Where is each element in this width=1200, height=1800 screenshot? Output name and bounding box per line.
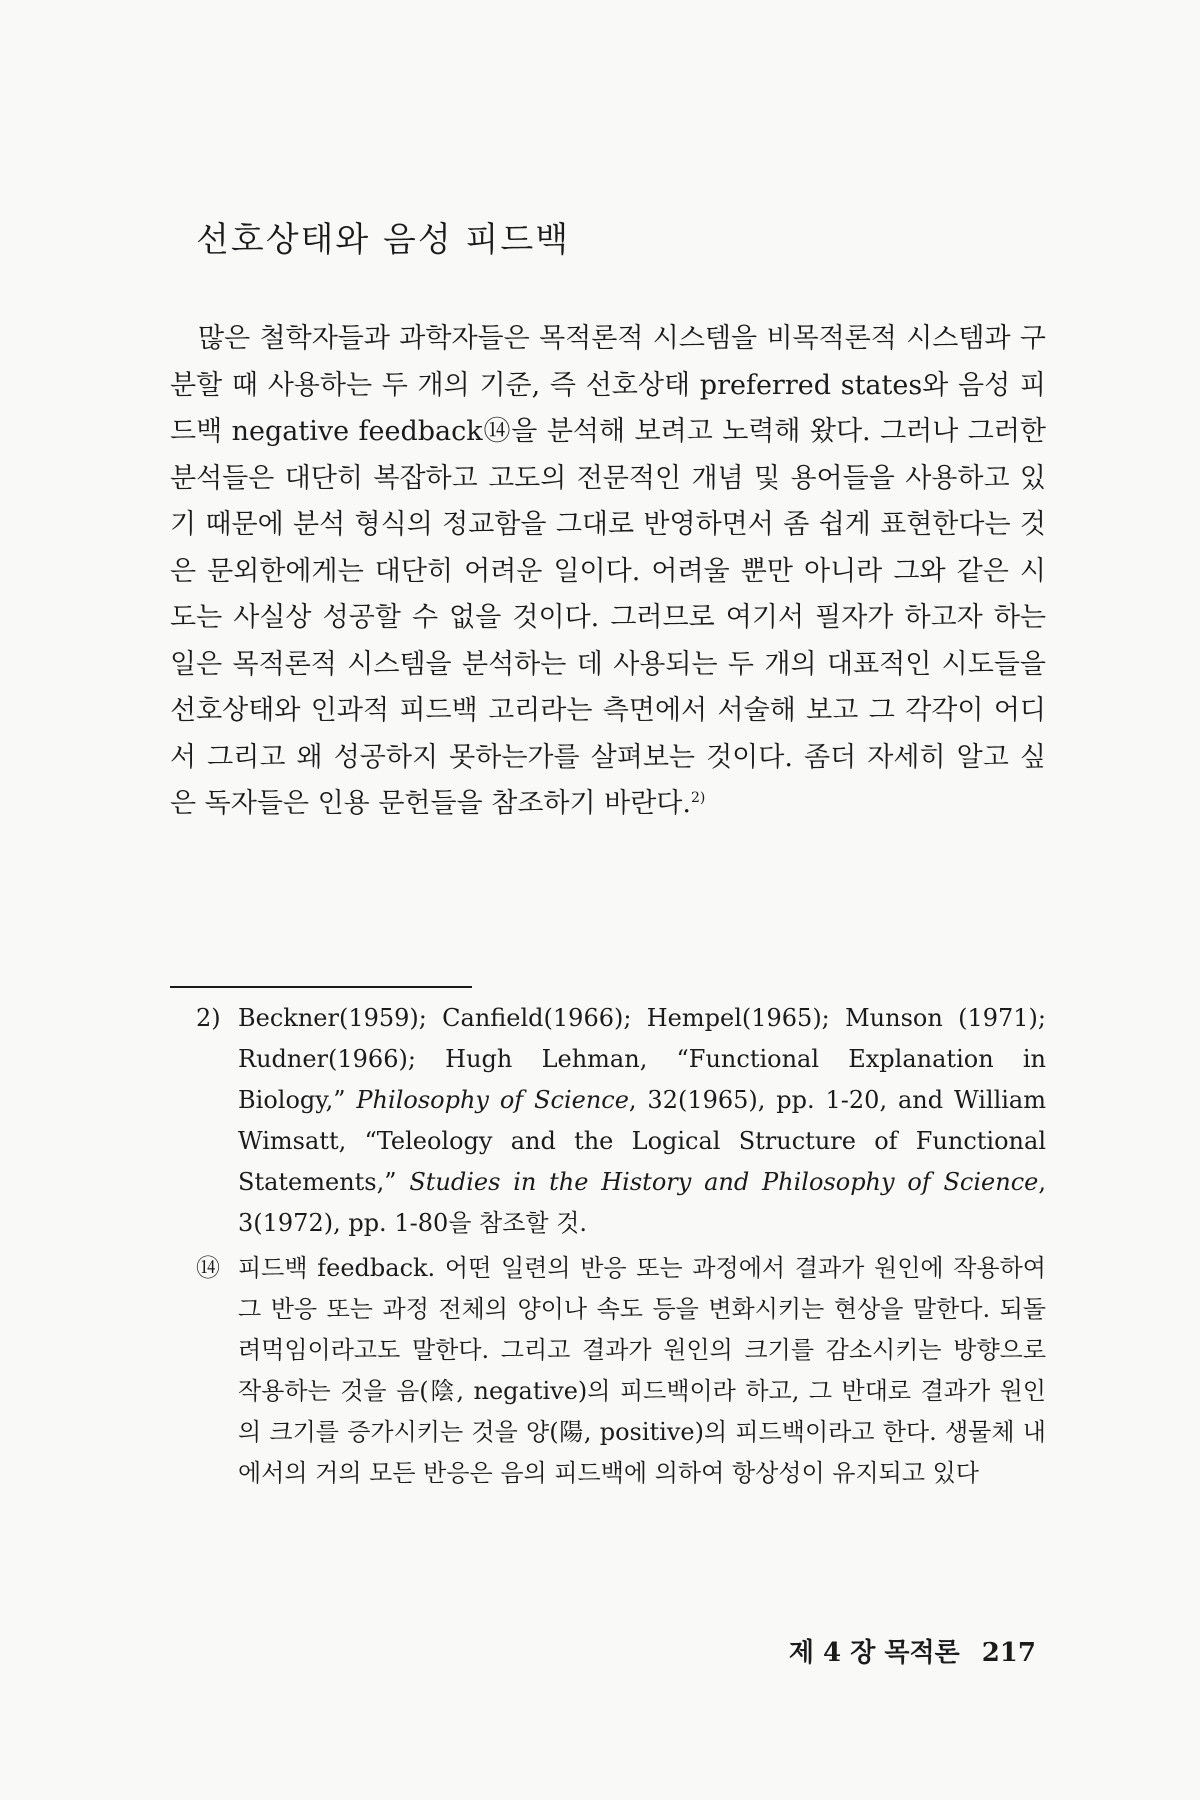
footnote-divider <box>170 986 472 988</box>
footnote-text <box>238 998 1046 1244</box>
body-paragraph-text: 많은 철학자들과 과학자들은 목적론적 시스템을 비목적론적 시스템과 구분할 때 사용하는 두 개의 기준, 즉 선호상태 preferred states와 음성 피드백 negative feedback⑭을 분석해 보려고 노력해 왔다. 그러나 그러한 분석들은 대단히 복잡하고 고도의 전문적인 개념 및 용어들을 사용하고 있기 때문에 분석 형식의 정교함을 그대로 반영하면서 좀 쉽게 표현한다는 것은 문외한에게는 대단히 어려운 일이다. 어려울 뿐만 아니라 그와 같은 시도는 사실상 성공할 수 없을 것이다. 그러므로 여기서 필자가 하고자 하는 일은 목적론적 시스템을 분석하는 데 사용되는 두 개의 대표적인 시도들을 선호상태와 인과적 피드백 고리라는 측면에서 서술해 보고 그 각각이 어디서 그리고 왜 성공하지 못하는가를 살펴보는 것이다. 좀더 자세히 알고 싶은 독자들은 인용 문헌들을 참조하기 바란다. <box>170 323 1046 819</box>
footnotes <box>196 998 1046 1494</box>
journal-title: Studies in the History and Philosophy of Science <box>409 1168 1039 1196</box>
footnote-text-segment: Beckner(1959); Canfield(1966); Hempel(1965); Munson (1971); Rudner(1966); Hugh Lehman, “Functional Explanation in Biology,” <box>238 1004 1046 1114</box>
chapter-label: 제 4 장 목적론 <box>788 1638 960 1668</box>
footnote-text <box>238 1248 1046 1494</box>
footnote-reference: 2) <box>690 790 706 806</box>
section-heading: 선호상태와 음성 피드백 <box>196 220 571 260</box>
running-footer <box>789 1632 1036 1669</box>
footnote-text-segment: , 32(1965), pp. 1-20, and William Wimsatt, “Teleology and the Logical Structure of Functional Statements,” <box>238 1086 1046 1196</box>
footnote-2 <box>196 998 1046 1244</box>
footnote-text-segment: 피드백 feedback. 어떤 일련의 반응 또는 과정에서 결과가 원인에 작용하여 그 반응 또는 과정 전체의 양이나 속도 등을 변화시키는 현상을 말한다. 되돌려먹임이라고도 말한다. 그리고 결과가 원인의 크기를 감소시키는 방향으로 작용하는 것을 음(陰, negative)의 피드백이라 하고, 그 반대로 결과가 원인의 크기를 증가시키는 것을 양(陽, positive)의 피드백이라고 한다. 생물체 내에서의 거의 모든 반응은 음의 피드백에 의하여 항상성이 유지되고 있다 <box>238 1254 1046 1487</box>
footnote-text-segment: , 3(1972), pp. 1-80을 참조할 것. <box>238 1168 1046 1237</box>
journal-title: Philosophy of Science <box>356 1086 629 1114</box>
footnote-number: ⑭ <box>196 1254 220 1282</box>
footnote-14 <box>196 1248 1046 1494</box>
footnote-number: 2) <box>196 1004 221 1032</box>
page-number: 217 <box>981 1638 1036 1668</box>
body-paragraph <box>170 316 1046 828</box>
